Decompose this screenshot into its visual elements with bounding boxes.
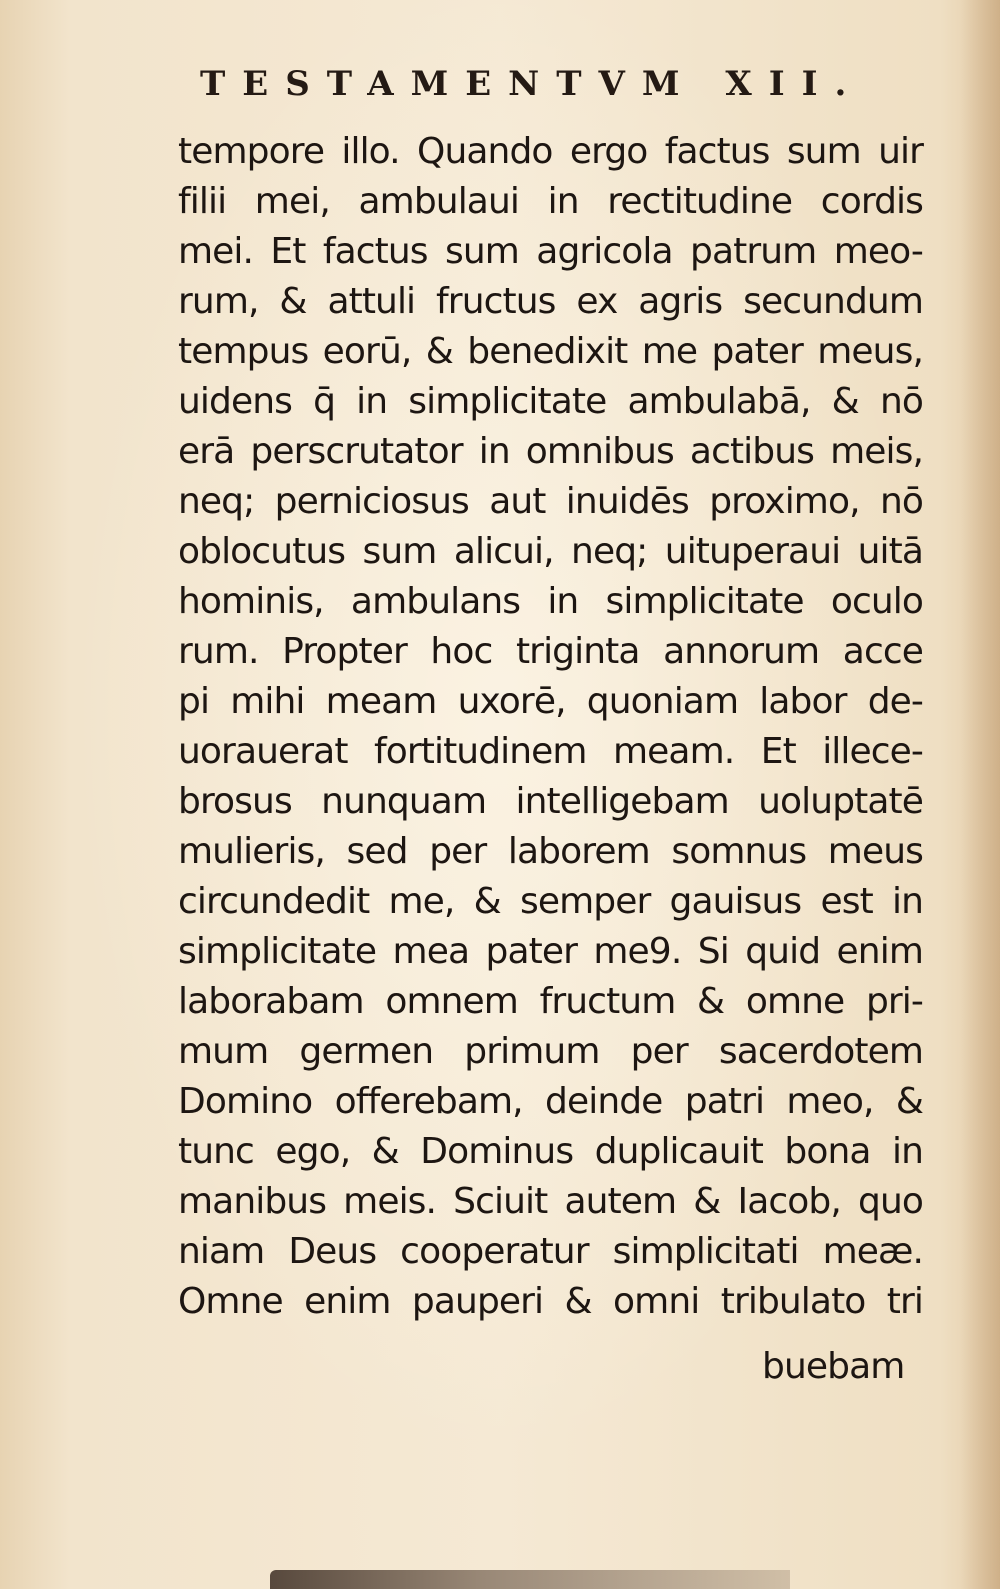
text-line: Domino offerebam, deinde patri meo, & — [178, 1081, 923, 1122]
text-line: mulieris, sed per laborem somnus meus — [178, 831, 923, 872]
text-line: simplicitate mea pater me9. Si quid enim — [178, 931, 923, 972]
body-text — [178, 127, 923, 1327]
text-line: hominis, ambulans in simplicitate oculo — [178, 581, 923, 622]
page-edge-shadow — [960, 0, 1000, 1589]
text-line: tempus eorū, & benedixit me pater meus, — [178, 331, 923, 372]
text-line: tempore illo. Quando ergo factus sum uir — [178, 131, 923, 172]
text-line: mei. Et factus sum agricola patrum meo- — [178, 231, 923, 272]
binding-edge — [270, 1570, 790, 1589]
catchword: buebam — [762, 1346, 905, 1387]
text-line: manibus meis. Sciuit autem & Iacob, quo — [178, 1181, 923, 1222]
text-line: rum. Propter hoc triginta annorum acce — [178, 631, 923, 672]
text-line: circundedit me, & semper gauisus est in — [178, 881, 923, 922]
text-line: oblocutus sum alicui, neq; uituperaui uitā — [178, 531, 923, 572]
text-line: pi mihi meam uxorē, quoniam labor de- — [178, 681, 923, 722]
text-line: uorauerat fortitudinem meam. Et illece- — [178, 731, 923, 772]
text-line: tunc ego, & Dominus duplicauit bona in — [178, 1131, 923, 1172]
text-line: uidens q̄ in simplicitate ambulabā, & nō — [178, 381, 923, 422]
text-line: neq; perniciosus aut inuidēs proximo, nō — [178, 481, 923, 522]
text-line: brosus nunquam intelligebam uoluptatē — [178, 781, 923, 822]
text-line: mum germen primum per sacerdotem — [178, 1031, 923, 1072]
text-line: rum, & attuli fructus ex agris secundum — [178, 281, 923, 322]
text-line: Omne enim pauperi & omni tribulato tri — [178, 1281, 923, 1322]
text-line: filii mei, ambulaui in rectitudine cordis — [178, 181, 923, 222]
text-line: niam Deus cooperatur simplicitati meæ. — [178, 1231, 923, 1272]
running-head: TESTAMENTVM XII. — [200, 64, 864, 104]
text-line: laborabam omnem fructum & omne pri- — [178, 981, 923, 1022]
text-line: erā perscrutator in omnibus actibus meis, — [178, 431, 923, 472]
